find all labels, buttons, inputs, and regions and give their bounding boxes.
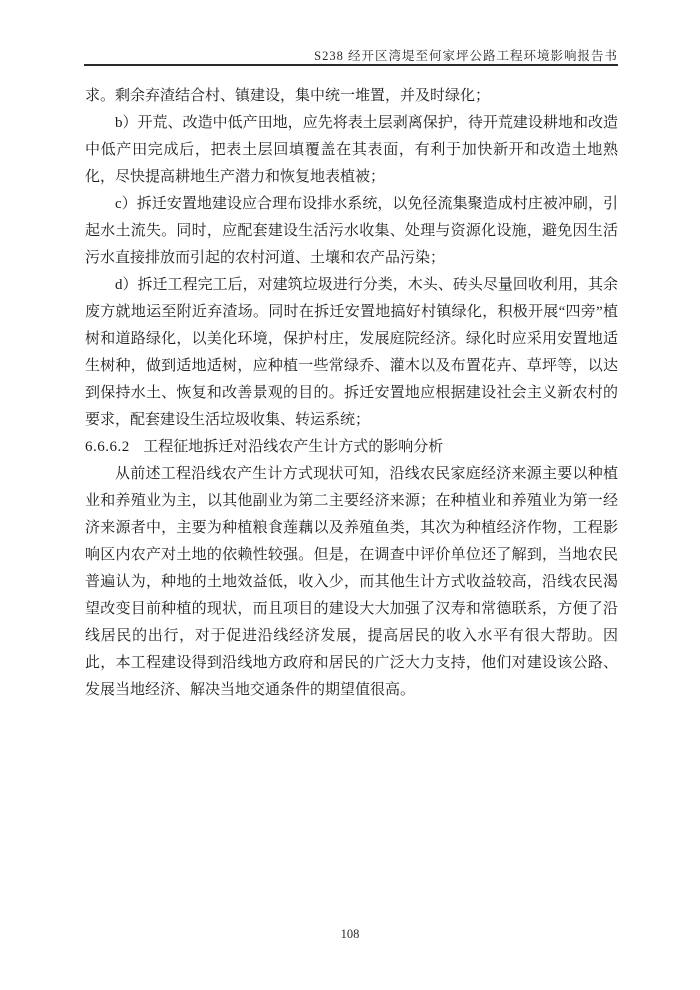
section-heading	[85, 434, 618, 461]
body-paragraph-b: b）开荒、改造中低产田地，应先将表土层剥离保护，待开荒建设耕地和改造中低产田完成后，把表土层回填覆盖在其表面，有利于加快新开和改造土地熟化，尽快提高耕地生产潜力和恢复地表植被；	[85, 115, 618, 185]
document-body	[85, 83, 618, 704]
page-number: 108	[340, 927, 360, 941]
running-header: S238 经开区湾堤至何家坪公路工程环境影响报告书	[314, 49, 618, 63]
header-rule	[84, 64, 618, 66]
section-title: 工程征地拆迁对沿线农产生计方式的影响分析	[143, 439, 444, 455]
body-paragraph-d: d）拆迁工程完工后，对建筑垃圾进行分类，木头、砖头尽量回收利用，其余废方就地运至附近弃渣场。同时在拆迁安置地搞好村镇绿化，积极开展“四旁”植树和道路绿化，以美化环境，保护村庄，发展庭院经济。绿化时应采用安置地适生树种，做到适地适树，应种植一些常绿乔、灌木以及布置花卉、草坪等，以达到保持水土、恢复和改善景观的目的。拆迁安置地应根据建设社会主义新农村的要求，配套建设生活垃圾收集、转运系统；	[85, 277, 618, 428]
body-paragraph-continuation: 求。剩余弃渣结合村、镇建设，集中统一堆置，并及时绿化；	[85, 88, 491, 104]
section-number: 6.6.6.2	[85, 439, 130, 455]
body-paragraph-c: c）拆迁安置地建设应合理布设排水系统，以免径流集聚造成村庄被冲刷，引起水土流失。同时，应配套建设生活污水收集、处理与资源化设施，避免因生活污水直接排放而引起的农村河道、土壤和农产品污染；	[85, 196, 618, 266]
body-paragraph-analysis: 从前述工程沿线农产生计方式现状可知，沿线农民家庭经济来源主要以种植业和养殖业为主，以其他副业为第二主要经济来源；在种植业和养殖业为第一经济来源者中，主要为种植粮食莲藕以及养殖鱼类，其次为种植经济作物，工程影响区内农产对土地的依赖性较强。但是，在调查中评价单位还了解到，当地农民普遍认为，种地的土地效益低，收入少，而其他生计方式收益较高，沿线农民渴望改变目前种植的现状，而且项目的建设大大加强了汉寿和常德联系，方便了沿线居民的出行，对于促进沿线经济发展，提高居民的收入水平有很大帮助。因此，本工程建设得到沿线地方政府和居民的广泛大力支持，他们对建设该公路、发展当地经济、解决当地交通条件的期望值很高。	[85, 466, 618, 698]
